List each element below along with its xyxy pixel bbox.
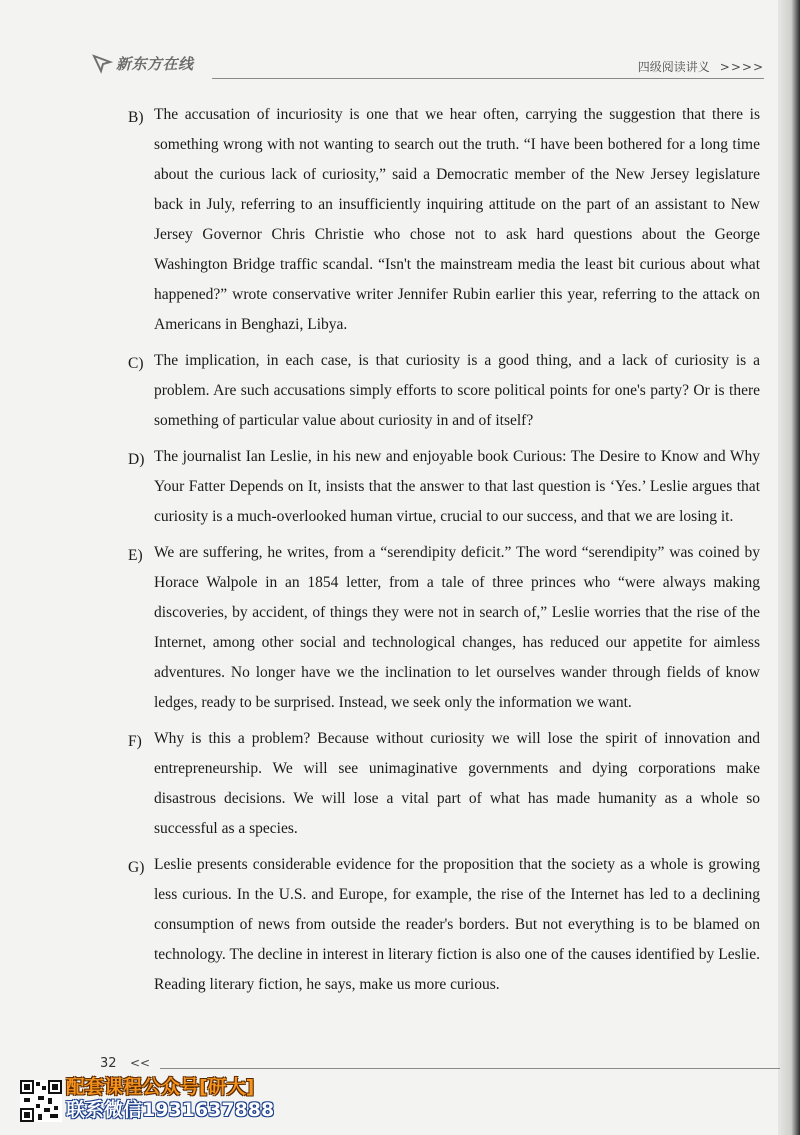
- paragraph-text: Leslie presents considerable evidence for the proposition that the society as a whole is growing less curious. In the U.S. and Europe, for example, the rise of the Internet has led to a declining consumption of news from outside the reader's borders. But not everything is to be blamed on technology. The decline in interest in literary fiction is also one of the causes identified by Leslie. Reading literary fiction, he says, make us more curious.: [154, 856, 760, 993]
- watermark-line-2: 联系微信1931637888: [66, 1099, 275, 1121]
- page-header: [92, 48, 764, 78]
- footer-arrows: <<: [130, 1056, 151, 1070]
- paragraph-text: We are suffering, he writes, from a “serendipity deficit.” The word “serendipity” was coined by Horace Walpole in an 1854 letter, from a tale of three princes who “were always making discoveries, by accident, of things they were not in search of,” Leslie worries that the rise of the Internet, among other social and technological changes, has reduced our appetite for aimless adventures. No longer have we the inclination to let ourselves wander through fields of know ledges, ready to be surprised. Instead, we seek only the information we want.: [154, 544, 760, 711]
- paragraph-letter: D): [128, 451, 145, 468]
- reading-passage: [128, 100, 760, 1006]
- paragraph-text: The implication, in each case, is that curiosity is a good thing, and a lack of curiosity is a problem. Are such accusations simply efforts to score political points for one's party? Or is there something of particular value about curiosity in and of itself?: [154, 352, 760, 429]
- paragraph-g: [128, 850, 760, 1000]
- paragraph-f: [128, 724, 760, 844]
- paragraph-letter: B): [128, 109, 144, 126]
- paragraph-c: [128, 346, 760, 436]
- paragraph-text: The journalist Ian Leslie, in his new and enjoyable book Curious: The Desire to Know and Why Your Fatter Depends on It, insists that the answer to that last question is ‘Yes.’ Leslie argues that curiosity is a much-overlooked human virtue, crucial to our success, and that we are losing it.: [154, 448, 760, 525]
- paragraph-text: Why is this a problem? Because without curiosity we will lose the spirit of innovation and entrepreneurship. We will see unimaginative governments and dying corporations make disastrous decisions. We will lose a vital part of what has made humanity as a whole so successful as a species.: [154, 730, 760, 837]
- page-edge-shadow: [778, 0, 800, 1135]
- page-number: 32: [100, 1056, 117, 1071]
- paragraph-b: [128, 100, 760, 340]
- watermark-line-1: 配套课程公众号[研大]: [66, 1076, 255, 1098]
- header-divider: [212, 78, 764, 79]
- qr-code-icon: [20, 1080, 62, 1122]
- section-label: [638, 58, 764, 75]
- paragraph-letter: C): [128, 355, 144, 372]
- brand-logo: [92, 48, 194, 78]
- paragraph-letter: E): [128, 547, 143, 564]
- logo-arrow-icon: [92, 52, 114, 74]
- section-title: 四级阅读讲义: [637, 60, 710, 74]
- paragraph-e: [128, 538, 760, 718]
- section-arrows: >>>>: [719, 60, 764, 74]
- logo-text: 新东方在线: [116, 54, 194, 73]
- paragraph-letter: F): [128, 733, 142, 750]
- paragraph-text: The accusation of incuriosity is one that we hear often, carrying the suggestion that there is something wrong with not wanting to search out the truth. “I have been bothered for a long time about the curious lack of curiosity,” said a Democratic member of the New Jersey legislature back in July, referring to an insufficiently inquiring attitude on the part of an assistant to New Jersey Governor Chris Christie who chose not to ask hard questions about the George Washington Bridge traffic scandal. “Isn't the mainstream media the least bit curious about what happened?” wrote conservative writer Jennifer Rubin earlier this year, referring to the attack on Americans in Benghazi, Libya.: [154, 106, 760, 333]
- footer-divider: [160, 1068, 780, 1069]
- page-footer: [100, 1056, 780, 1076]
- paragraph-letter: G): [128, 859, 145, 876]
- paragraph-d: [128, 442, 760, 532]
- promo-watermark: [66, 1076, 274, 1122]
